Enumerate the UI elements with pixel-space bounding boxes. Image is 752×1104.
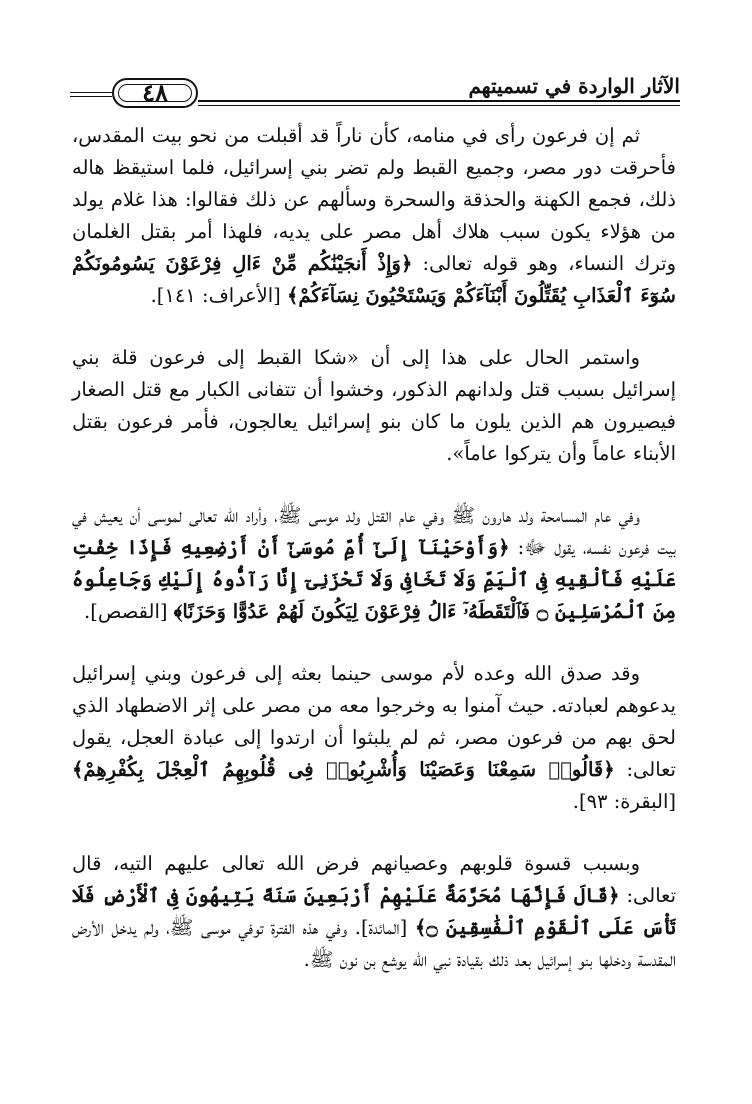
header-rule-thin <box>198 105 680 106</box>
paragraph-5-quran: ﴿قَالَ فَإِنَّهَا مُحَرَّمَةٌ عَلَيْهِمْ أَرْبَعِينَ سَنَةً يَتِيهُونَ فِى ٱلْأَرْضِ فَلَا تَأْسَ عَلَى ٱلْقَوْمِ ٱلْفَٰسِقِينَ ۝﴾ <box>72 884 676 939</box>
paragraph-4-quran: ﴿قَالُوا۟ سَمِعْنَا وَعَصَيْنَا وَأُشْرِبُوا۟ فِى قُلُوبِهِمُ ٱلْعِجْلَ بِكُفْرِهِمْ﴾ <box>72 758 615 781</box>
paragraph-2-text: واستمر الحال على هذا إلى أن «شكا القبط إلى فرعون قلة بني إسرائيل بسبب قتل ولدانهم الذكور، وخشوا أن تتفانى الكبار مع قتل الصغار فيصيرون هم الذين يلون ما كان بنو إسرائيل يعالجون، فأمر فرعون بقتل الأبناء عاماً وأن يتركوا عاماً». <box>72 346 676 465</box>
page-body <box>72 120 676 998</box>
paragraph-1-citation: [الأعراف: ١٤١]. <box>150 284 287 307</box>
paragraph-5 <box>72 848 676 976</box>
paragraph-1 <box>72 120 676 312</box>
paragraph-3-text: وفي عام المسامحة ولد هارون ﷺ وفي عام القتل ولد موسى ﷺ، وأراد الله تعالى لموسى أن يعيش في بيت فرعون نفسه، يقول ﷻ: <box>72 504 676 559</box>
page-header <box>70 70 680 116</box>
paragraph-3 <box>72 500 676 628</box>
page-number-frame <box>112 78 198 108</box>
paragraph-5-citation: [المائدة]. وفي هذه الفترة توفي موسى ﷺ، ولم يدخل الأرض المقدسة ودخلها بنو إسرائيل بعد ذلك بقيادة نبي الله يوشع بن نون ﷺ. <box>72 916 676 971</box>
paragraph-1-quran: ﴿وَإِذْ أَنجَيْنَٰكُم مِّنْ ءَالِ فِرْعَوْنَ يَسُومُونَكُمْ سُوٓءَ ٱلْعَذَابِ يُقَتِّلُونَ أَبْنَآءَكُمْ وَيَسْتَحْيُونَ نِسَآءَكُمْ﴾ <box>72 252 676 307</box>
paragraph-4 <box>72 658 676 818</box>
running-title: الآثار الواردة في تسميتهم <box>468 74 680 98</box>
paragraph-3-quran: ﴿وَأَوْحَيْنَآ إِلَىٰٓ أُمِّ مُوسَىٰٓ أَنْ أَرْضِعِيهِ فَإِذَا خِفْتِ عَلَيْهِ فَأَلْقِيهِ فِى ٱلْيَمِّ وَلَا تَخَافِى وَلَا تَحْزَنِىٓ إِنَّا رَآدُّوهُ إِلَيْكِ وَجَاعِلُوهُ مِنَ ٱلْمُرْسَلِينَ ۝ فَٱلْتَقَطَهُۥٓ ءَالُ فِرْعَوْنَ لِيَكُونَ لَهُمْ عَدُوًّا وَحَزَنًا﴾ <box>72 536 676 623</box>
paragraph-4-text: وقد صدق الله وعده لأم موسى حينما بعثه إلى فرعون وبني إسرائيل يدعوهم لعبادته. حيث آمنوا به وخرجوا معه من مصر على إثر الاضطهاد الذي لحق بهم من فرعون مصر، ثم لم يلبثوا أن ارتدوا إلى عبادة العجل، يقول تعالى: <box>72 662 677 781</box>
paragraph-5-text: وبسبب قسوة قلوبهم وعصيانهم فرض الله تعالى عليهم التيه، قال تعالى: <box>72 852 676 907</box>
paragraph-4-citation: [البقرة: ٩٣]. <box>572 790 676 813</box>
paragraph-1-text: ثم إن فرعون رأى في منامه، كأن ناراً قد أقبلت من نحو بيت المقدس، فأحرقت دور مصر، وجميع القبط ولم تضر بني إسرائيل، فلما استيقظ هاله ذلك، فجمع الكهنة والحذقة والسحرة وسألهم عن ذلك فقالوا: هذا غلام يولد من هؤلاء يكون سبب هلاك أهل مصر على يديه، فلهذا أمر بقتل الغلمان وترك النساء، وهو قوله تعالى: <box>72 124 676 275</box>
header-rule-left <box>70 92 112 93</box>
paragraph-2 <box>72 342 676 470</box>
page-number: ٤٨ <box>142 78 168 107</box>
paragraph-3-citation: [القصص]. <box>84 600 174 623</box>
header-rule-left-2 <box>70 96 112 97</box>
header-rule <box>198 100 680 102</box>
